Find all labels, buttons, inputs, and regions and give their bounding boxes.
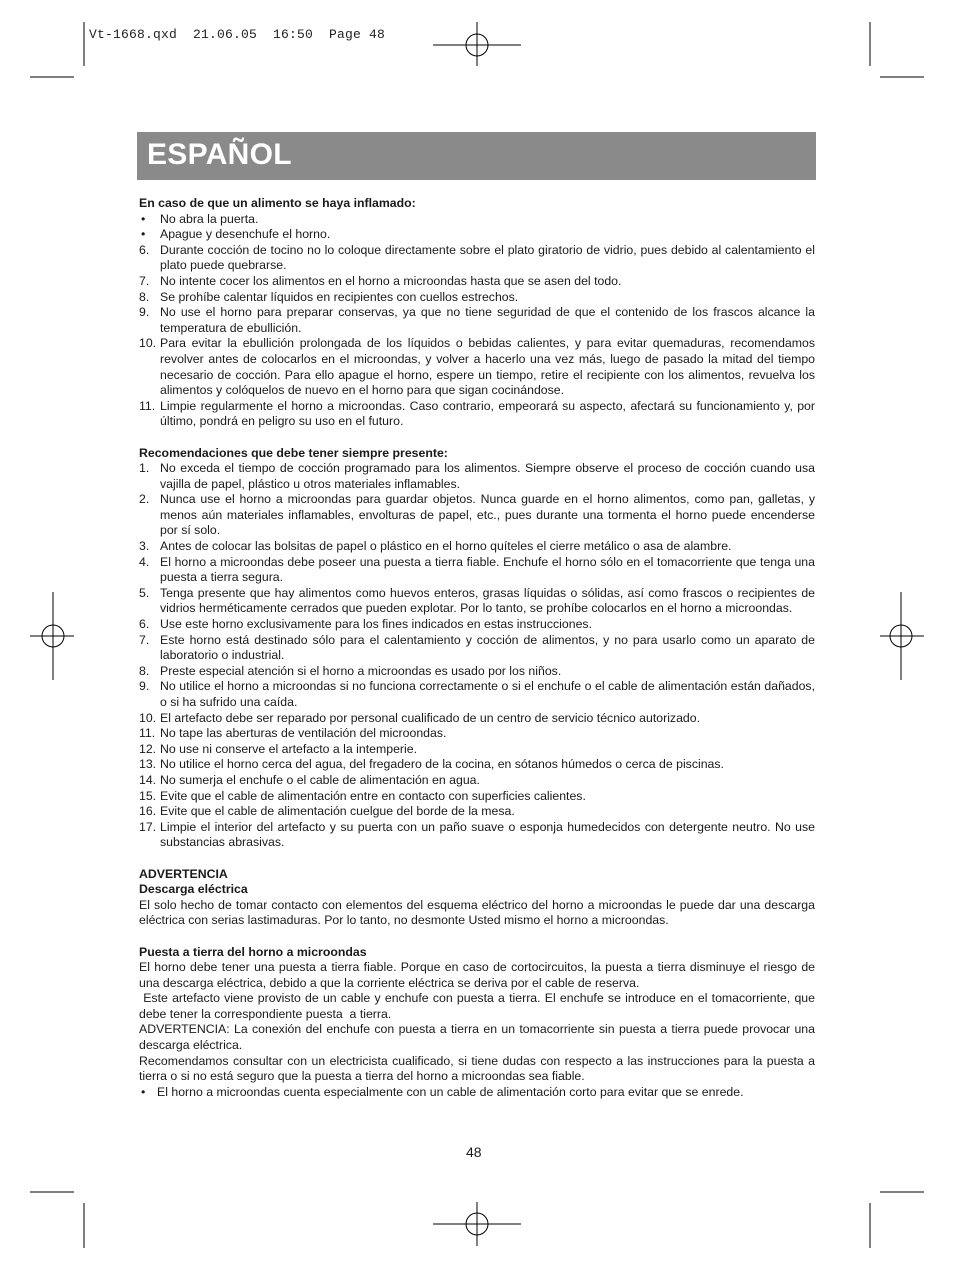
list-item: 7. Este horno está destinado sólo para el calentamiento y cocción de alimentos, y no para usarlo como un aparato de laboratorio o industrial.: [139, 632, 815, 663]
page-title: ESPAÑOL: [147, 138, 292, 171]
list-item: 8. Preste especial atención si el horno a microondas es usado por los niños.: [139, 663, 562, 678]
list-item: • El horno a microondas cuenta especialmente con un cable de alimentación corto para evitar que se enrede.: [141, 1084, 744, 1099]
paragraph: El horno debe tener una puesta a tierra fiable. Porque en caso de cortocircuitos, la puesta a tierra disminuye el riesgo de una descarga eléctrica, debido a que la corriente eléctrica se deriva por el cable de reserva.: [139, 960, 815, 990]
paragraph: ADVERTENCIA: La conexión del enchufe con puesta a tierra en un tomacorriente sin puesta a tierra puede provocar una descarga eléctrica.: [139, 1022, 815, 1053]
list-item: 2. Nunca use el horno a microondas para guardar objetos. Nunca guarde en el horno alimentos, como pan, galletas, y menos aún materiales inflamables, envolturas de papel, etc., pues durante una tormenta el horno puede encenderse por sí solo.: [139, 492, 815, 538]
language-banner: [137, 132, 816, 180]
list-item: 3. Antes de colocar las bolsitas de papel o plástico en el horno quíteles el cierre metálico o asa de alambre.: [139, 539, 732, 554]
list-item: 13. No utilice el horno cerca del agua, del fregadero de la cocina, en sótanos húmedos o cerca de piscinas.: [139, 757, 724, 772]
list-item: 9. No use el horno para preparar conservas, ya que no tiene seguridad de que el contenido de los frascos alcance la temperatura de ebullición.: [139, 305, 815, 335]
page-number: 48: [466, 1144, 482, 1160]
main-content: [139, 196, 819, 1100]
list-item: 7. No intente cocer los alimentos en el horno a microondas hasta que se asen del todo.: [139, 273, 622, 288]
paragraph: El solo hecho de tomar contacto con elementos del esquema eléctrico del horno a microondas le puede dar una descarga eléctrica con serias lastimaduras. Por lo tanto, no desmonte Usted mismo el horno a microondas.: [139, 897, 815, 928]
list-item: 9. No utilice el horno a microondas si no funciona correctamente o si el enchufe o el cable de alimentación están dañados, o si ha sufrido una caída.: [139, 679, 815, 709]
paragraph: Recomendamos consultar con un electricista cualificado, si tiene dudas con respecto a las instrucciones para la puesta a tierra o si no está seguro que la puesta a tierra del horno a microondas sea fiable.: [139, 1053, 815, 1084]
print-slug: Vt-1668.qxd 21.06.05 16:50 Page 48: [89, 27, 386, 42]
list-item: 10. El artefacto debe ser reparado por personal cualificado de un centro de servicio técnico autorizado.: [139, 710, 701, 725]
list-item: • No abra la puerta.: [141, 211, 259, 226]
paragraph: Este artefacto viene provisto de un cable y enchufe con puesta a tierra. El enchufe se introduce en el tomacorriente, que debe tener la correspondiente puesta a tierra.: [139, 991, 819, 1021]
list-item: 16. Evite que el cable de alimentación cuelgue del borde de la mesa.: [139, 804, 515, 819]
section-subheading: Descarga eléctrica: [139, 882, 248, 897]
list-item: 6. Durante cocción de tocino no lo coloque directamente sobre el plato giratorio de vidrio, pues debido al calentamiento el plato puede quebrarse.: [139, 242, 815, 273]
section-heading: Puesta a tierra del horno a microondas: [139, 944, 367, 959]
section-heading: Recomendaciones que debe tener siempre presente:: [139, 445, 448, 460]
list-item: 12. No use ni conserve el artefacto a la intemperie.: [139, 741, 418, 756]
list-item: 15. Evite que el cable de alimentación entre en contacto con superficies calientes.: [139, 788, 586, 803]
list-item: 5. Tenga presente que hay alimentos como huevos enteros, grasas líquidas o sólidas, así como frascos o recipientes de vidrios herméticamente cerrados que pueden explotar. Por lo tanto, se prohíbe colocarlos en el horno a microondas.: [139, 585, 815, 616]
list-item: 11. Limpie regularmente el horno a microondas. Caso contrario, empeorará su aspecto, afectará su funcionamiento y, por último, pondrá en peligro su uso en el futuro.: [139, 398, 815, 429]
list-item: 17. Limpie el interior del artefacto y su puerta con un paño suave o esponja humedecidos con detergente neutro. No use substancias abrasivas.: [139, 819, 815, 850]
list-item: 11. No tape las aberturas de ventilación del microondas.: [139, 726, 447, 741]
list-item: 6. Use este horno exclusivamente para los fines indicados en estas instrucciones.: [139, 617, 592, 632]
list-item: • Apague y desenchufe el horno.: [141, 227, 331, 242]
section-heading: En caso de que un alimento se haya inflamado:: [139, 196, 416, 210]
list-item: 4. El horno a microondas debe poseer una puesta a tierra fiable. Enchufe el horno sólo en el tomacorriente que tenga una puesta a tierra segura.: [139, 554, 815, 585]
list-item: 10. Para evitar la ebullición prolongada de los líquidos o bebidas calientes, y para evitar quemaduras, recomendamos revolver antes de colocarlos en el microondas, y volver a hacerlo una vez más, luego de pasado la mitad del tiempo necesario de cocción. Para ello apague el horno, espere un tiempo, retire el recipiente con los alimentos, revuelva los alimentos y colóquelos de nuevo en el horno para que sigan cocinándose.: [139, 336, 815, 398]
list-item: 14. No sumerja el enchufe o el cable de alimentación en agua.: [139, 772, 480, 787]
list-item: 8. Se prohíbe calentar líquidos en recipientes con cuellos estrechos.: [139, 289, 519, 304]
list-item: 1. No exceda el tiempo de cocción programado para los alimentos. Siempre observe el proceso de cocción cuando usa vajilla de papel, plástico u otros materiales inflamables.: [139, 461, 815, 491]
section-heading: ADVERTENCIA: [139, 866, 228, 881]
